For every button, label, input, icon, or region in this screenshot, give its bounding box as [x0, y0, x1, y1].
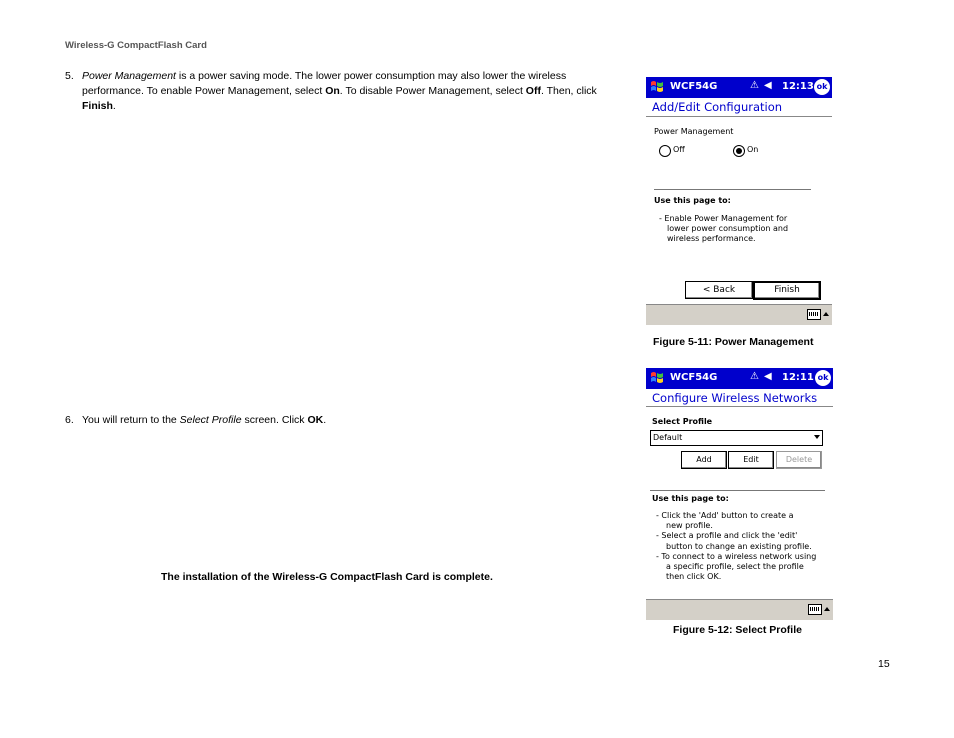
- app-name: WCF54G: [670, 81, 718, 92]
- speaker-icon[interactable]: ◀: [764, 80, 772, 91]
- text-run: You will return to the: [82, 414, 180, 426]
- page-number: 15: [878, 658, 890, 670]
- step-6: [65, 413, 465, 429]
- help-line: a specific profile, select the profile: [666, 562, 804, 571]
- help-line: lower power consumption and: [667, 224, 789, 233]
- pda-screen-select-profile: [646, 368, 833, 620]
- text-run: screen. Click: [241, 414, 308, 426]
- help-heading: Use this page to:: [654, 196, 731, 205]
- term-select-profile: Select Profile: [179, 414, 242, 426]
- emph-finish: Finish: [82, 100, 113, 112]
- ok-button[interactable]: ok: [815, 370, 831, 386]
- profile-selected-value: Default: [653, 433, 683, 442]
- title-bar: [646, 368, 833, 389]
- help-line: wireless performance.: [667, 234, 756, 243]
- step-number: 6.: [65, 414, 74, 426]
- finish-button[interactable]: Finish: [753, 281, 821, 300]
- keyboard-icon[interactable]: [807, 309, 821, 320]
- speaker-icon[interactable]: ◀: [764, 371, 772, 382]
- chevron-down-icon: [814, 435, 820, 439]
- text-run: . To disable Power Management, select: [339, 85, 526, 97]
- step-5-text: [82, 69, 602, 114]
- step-number: 5.: [65, 70, 74, 82]
- delete-profile-button[interactable]: Delete: [776, 451, 822, 469]
- emph-ok: OK: [307, 414, 324, 426]
- keyboard-icon[interactable]: [808, 604, 822, 615]
- section-divider: [654, 189, 811, 190]
- connectivity-icon[interactable]: ⚠: [750, 80, 759, 91]
- step-5: [65, 69, 605, 117]
- windows-flag-icon[interactable]: [648, 369, 666, 387]
- radio-on-label[interactable]: On: [747, 145, 759, 154]
- screen-title: Add/Edit Configuration: [652, 100, 783, 114]
- radio-on[interactable]: [733, 145, 745, 157]
- input-selector-arrow-icon[interactable]: [824, 607, 830, 611]
- text-run: performance. To enable Power Management, select: [82, 85, 326, 97]
- clock[interactable]: 12:11: [782, 372, 814, 383]
- power-management-label: Power Management: [654, 127, 734, 136]
- menu-bar: [646, 304, 832, 325]
- add-profile-button[interactable]: Add: [681, 451, 727, 469]
- ok-button[interactable]: ok: [814, 79, 830, 95]
- text-run: . Then, click: [540, 85, 597, 97]
- term-power-management: Power Management: [82, 70, 176, 82]
- clock[interactable]: 12:13: [782, 81, 814, 92]
- text-run: is a power saving mode. The lower power consumption may also lower the wireless: [175, 70, 567, 82]
- pda-screen-power-management: [646, 77, 832, 325]
- step-6-text: [82, 413, 462, 428]
- title-divider: [646, 116, 832, 117]
- help-line: - Enable Power Management for: [659, 214, 788, 223]
- emph-on: On: [325, 85, 340, 97]
- help-line: - Select a profile and click the 'edit': [656, 531, 798, 540]
- help-heading: Use this page to:: [652, 494, 729, 503]
- section-divider: [650, 490, 825, 491]
- edit-profile-button[interactable]: Edit: [728, 451, 774, 469]
- title-divider: [646, 406, 833, 407]
- help-line: - To connect to a wireless network using: [656, 552, 817, 561]
- screen-title: Configure Wireless Networks: [652, 391, 818, 405]
- input-selector-arrow-icon[interactable]: [823, 312, 829, 316]
- help-line: new profile.: [666, 521, 713, 530]
- app-name: WCF54G: [670, 372, 718, 383]
- help-line: then click OK.: [666, 572, 722, 581]
- emph-off: Off: [525, 85, 541, 97]
- connectivity-icon[interactable]: ⚠: [750, 371, 759, 382]
- text-run: .: [112, 100, 116, 112]
- figure-caption-5-12: Figure 5-12: Select Profile: [673, 624, 802, 636]
- profile-dropdown[interactable]: [650, 430, 823, 446]
- windows-flag-icon[interactable]: [648, 78, 666, 96]
- select-profile-label: Select Profile: [652, 417, 713, 426]
- help-line: button to change an existing profile.: [666, 542, 812, 551]
- title-bar: [646, 77, 832, 98]
- radio-off-label[interactable]: Off: [673, 145, 685, 154]
- text-run: .: [323, 414, 327, 426]
- back-button[interactable]: < Back: [685, 281, 753, 299]
- radio-off[interactable]: [659, 145, 671, 157]
- help-line: - Click the 'Add' button to create a: [656, 511, 794, 520]
- figure-caption-5-11: Figure 5-11: Power Management: [653, 336, 814, 348]
- running-header: Wireless-G CompactFlash Card: [65, 40, 207, 51]
- completion-note: The installation of the Wireless-G CompactFlash Card is complete.: [161, 571, 493, 583]
- menu-bar: [646, 599, 833, 620]
